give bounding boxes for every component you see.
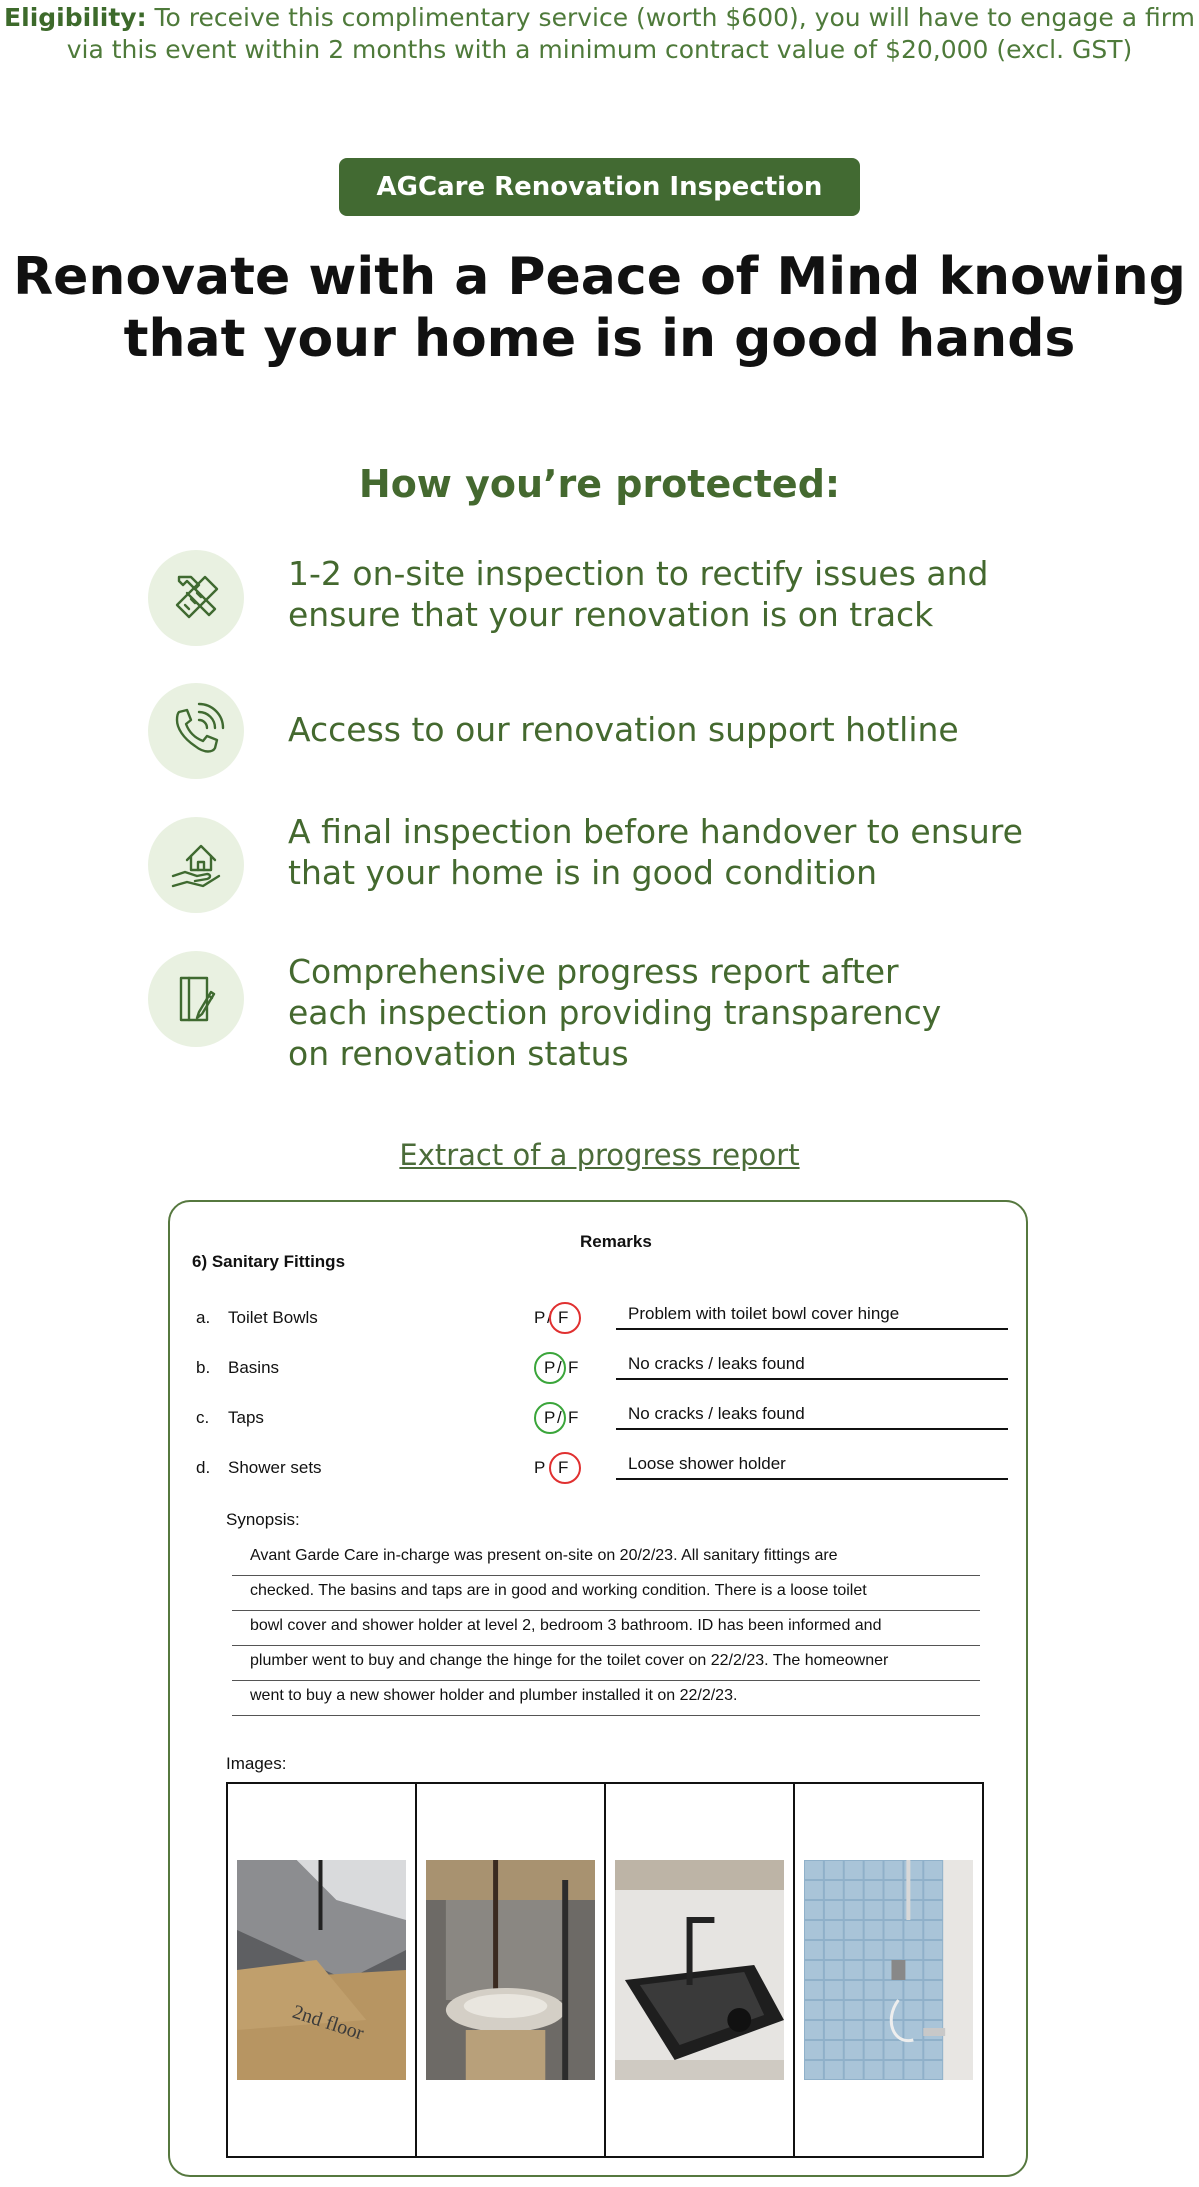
synopsis-line: went to buy a new shower holder and plumber installed it on 22/2/23.	[232, 1682, 980, 1716]
progress-report-extract	[168, 1200, 1028, 2177]
agcare-badge: AGCare Renovation Inspection	[339, 158, 860, 216]
row-name: Shower sets	[228, 1458, 322, 1477]
pass-circle-icon	[534, 1352, 566, 1384]
row-letter: c.	[196, 1408, 210, 1427]
pass-letter: P	[544, 1358, 556, 1377]
inspection-row-basins	[196, 1352, 1016, 1382]
image-cell	[606, 1784, 795, 2156]
tools-icon	[148, 550, 244, 646]
synopsis-label: Synopsis:	[226, 1510, 300, 1529]
separator: /	[557, 1358, 562, 1377]
row-letter: d.	[196, 1458, 211, 1477]
feature-4-line2: each inspection providing transparency	[288, 993, 942, 1032]
eligibility-line2: via this event within 2 months with a minimum contract value of $20,000 (excl. GST)	[66, 35, 1133, 64]
row-remark: No cracks / leaks found	[616, 1404, 1008, 1430]
extract-progress-report-link[interactable]: Extract of a progress report	[399, 1138, 800, 1172]
pass-fail-mark	[534, 1302, 578, 1334]
pass-circle-icon	[534, 1402, 566, 1434]
row-name: Taps	[228, 1408, 264, 1427]
inspection-row-shower-sets	[196, 1452, 1016, 1482]
photo-text: 2nd floor	[289, 2000, 367, 2045]
remarks-header: Remarks	[580, 1232, 652, 1251]
pass-fail-mark	[534, 1452, 578, 1484]
feature-4-line3: on renovation status	[288, 1034, 629, 1073]
feature-1-line2: ensure that your renovation is on track	[288, 595, 934, 634]
images-grid	[226, 1782, 984, 2158]
feature-3-line2: that your home is in good condition	[288, 853, 878, 892]
photo-shower	[804, 1860, 973, 2080]
synopsis-line: plumber went to buy and change the hinge for the toilet cover on 22/2/23. The homeowner	[232, 1647, 980, 1681]
row-remark: Loose shower holder	[616, 1454, 1008, 1480]
row-remark: Problem with toilet bowl cover hinge	[616, 1304, 1008, 1330]
report-icon	[148, 951, 244, 1047]
protected-title: How you’re protected:	[358, 462, 841, 506]
pass-letter: P	[534, 1308, 546, 1327]
feature-4-line1: Comprehensive progress report after	[288, 952, 899, 991]
synopsis-line: checked. The basins and taps are in good and working condition. There is a loose toilet	[232, 1577, 980, 1611]
synopsis-line: Avant Garde Care in-charge was present on-site on 20/2/23. All sanitary fittings are	[232, 1542, 980, 1576]
feature-2-line1: Access to our renovation support hotline	[288, 710, 959, 749]
image-cell	[417, 1784, 606, 2156]
fail-letter: F	[568, 1358, 579, 1377]
fail-letter: F	[558, 1458, 569, 1477]
section-title: 6) Sanitary Fittings	[192, 1252, 346, 1271]
photo-stair-floor	[237, 1860, 406, 2080]
fail-letter: F	[568, 1408, 579, 1427]
eligibility-line1: To receive this complimentary service (worth $600), you will have to engage a firm	[154, 3, 1195, 32]
photo-kitchen-sink	[615, 1860, 784, 2080]
eligibility-label: Eligibility:	[4, 3, 147, 32]
fail-letter: F	[558, 1308, 569, 1327]
row-letter: b.	[196, 1358, 211, 1377]
pass-letter: P	[534, 1458, 546, 1477]
feature-3-line1: A final inspection before handover to ensure	[288, 812, 1023, 851]
inspection-row-taps	[196, 1402, 1016, 1432]
fail-circle-icon	[549, 1302, 581, 1334]
inspection-row-toilet-bowls	[196, 1302, 1016, 1332]
row-name: Toilet Bowls	[228, 1308, 318, 1327]
row-remark: No cracks / leaks found	[616, 1354, 1008, 1380]
photo-basin	[426, 1860, 595, 2080]
headline-line2: that your home is in good hands	[123, 309, 1076, 369]
fail-circle-icon	[549, 1452, 581, 1484]
pass-fail-mark	[534, 1402, 578, 1434]
row-name: Basins	[228, 1358, 280, 1377]
images-label: Images:	[226, 1754, 287, 1773]
pass-letter: P	[544, 1408, 556, 1427]
image-cell	[228, 1784, 417, 2156]
phone-icon	[148, 683, 244, 779]
headline-line1: Renovate with a Peace of Mind knowing	[13, 247, 1186, 307]
page-headline	[0, 246, 1199, 370]
image-cell	[795, 1784, 982, 2156]
row-letter: a.	[196, 1308, 211, 1327]
house-hand-icon	[148, 817, 244, 913]
pass-fail-mark	[534, 1352, 578, 1384]
synopsis-line: bowl cover and shower holder at level 2, bedroom 3 bathroom. ID has been informed and	[232, 1612, 980, 1646]
feature-1-line1: 1-2 on-site inspection to rectify issues and	[288, 554, 989, 593]
separator: /	[557, 1408, 562, 1427]
eligibility-notice	[0, 2, 1199, 66]
separator: /	[547, 1308, 552, 1327]
